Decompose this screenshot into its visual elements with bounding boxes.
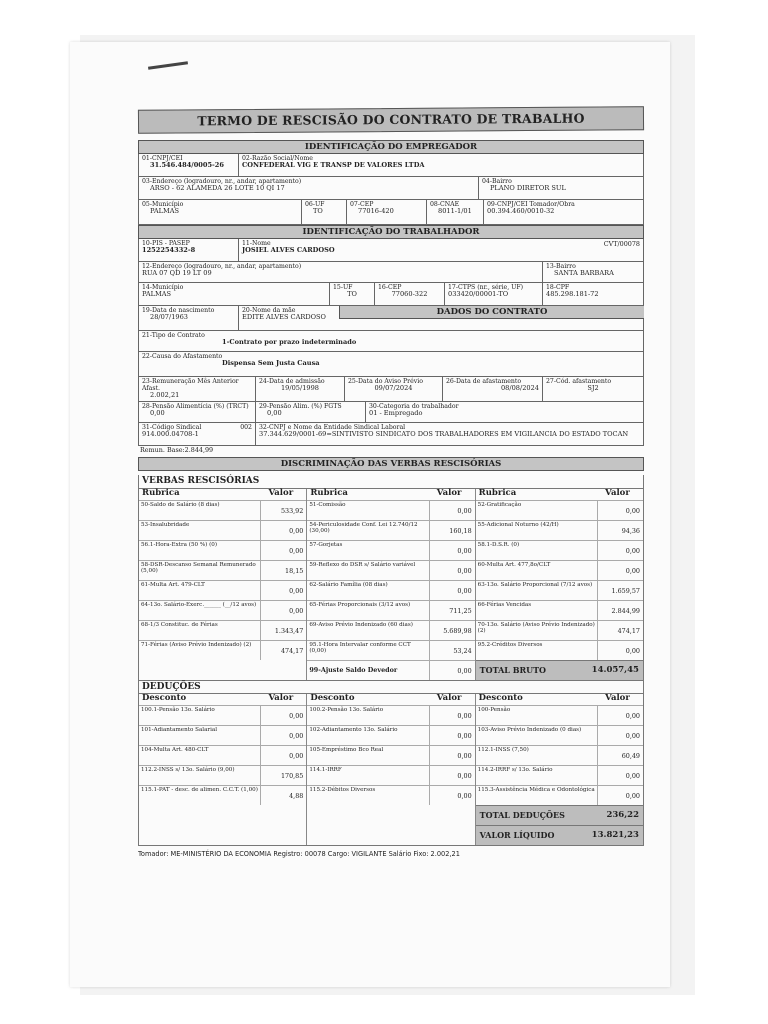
section-trabalhador: IDENTIFICAÇÃO DO TRABALHADOR [138,225,644,239]
rubrica-label: 70-13o. Salário (Aviso Prévio Indenizado) (2) [476,621,598,640]
endereco-emp-value: ARSO - 62 ALAMEDA 26 LOTE 10 QI 17 [150,184,285,193]
pensao-fgts-value: 0,00 [267,409,282,418]
section-verbas: DISCRIMINAÇÃO DAS VERBAS RESCISÓRIAS [138,457,644,471]
rubrica-value: 533,92 [280,506,304,515]
bairro-emp-value: PLANO DIRETOR SUL [490,184,566,193]
total-deducoes-value: 236,22 [606,810,639,821]
verbas-table [138,475,644,846]
rubrica-label: 71-Férias (Aviso Prévio Indenizado) (2) [139,641,261,660]
aviso-label: 25-Data do Aviso Prévio [348,378,423,385]
col-desconto-header: Desconto [142,693,187,704]
verbas-col-1 [139,489,307,680]
rubrica-row [476,640,643,660]
pensao-value: 0,00 [150,409,165,418]
rubrica-value: 0,00 [289,526,304,535]
remun-value: 2.002,21 [150,391,180,400]
rubrica-label: 55-Adicional Noturno (42/H) [476,521,598,540]
rubrica-label: 65-Férias Proporcionais (3/12 avos) [307,601,429,620]
rubrica-label: 115.2-Débitos Diversos [307,786,429,805]
bairro-trab-value: SANTA BARBARA [554,269,614,278]
cod-label: 27-Cód. afastamento [546,378,612,385]
rubrica-row [476,520,643,540]
rubrica-row [307,580,474,600]
rubrica-label: 58-DSR-Descanso Semanal Remunerado (5,00) [139,561,261,580]
rubrica-row [139,745,306,765]
rubrica-label: 115.3-Assistência Médica e Odontológica [476,786,598,805]
remun-base: Remun. Base:2.844,99 [140,446,214,454]
rubrica-label: 62-Salário Família (08 dias) [307,581,429,600]
rubrica-row [476,765,643,785]
municipio-emp-value: PALMAS [150,207,180,216]
rubrica-label: 61-Multa Art. 479-CLT [139,581,261,600]
rubrica-label: 60-Multa Art. 477,8o/CLT [476,561,598,580]
rubrica-row [476,600,643,620]
uf-emp-label: 06-UF [305,201,325,208]
document-title: TERMO DE RESCISÃO DO CONTRATO DE TRABALHO [138,106,644,134]
rubrica-row [139,600,306,620]
rubrica-value: 60,49 [621,752,640,761]
rubrica-value: 0,00 [289,732,304,741]
cnae-value: 8011-1/01 [438,207,472,216]
categoria-value: 01 - Empregado [369,409,423,418]
rubrica-value: 0,00 [457,752,472,761]
rubrica-label: 50-Saldo de Salário (8 dias) [139,501,261,520]
rubrica-label: 100.1-Pensão 13o. Salário [139,706,261,725]
rubrica-label: 102-Adiantamento 13o. Salário [307,726,429,745]
rubrica-row [476,560,643,580]
valor-liquido-label: VALOR LÍQUIDO [479,830,555,841]
pensao-label: 28-Pensão Alimentícia (%) (TRCT) [142,403,249,410]
rubrica-value: 0,00 [625,506,640,515]
rubrica-value: 4,88 [289,792,304,801]
nasc-value: 28/07/1963 [150,313,189,322]
endereco-trab-label: 12-Endereço (logradouro, nr., andar, apartamento) [142,263,302,270]
rubrica-row [307,660,474,680]
uf-emp-value: TO [313,207,323,216]
rubrica-label: 112.2-INSS s/ 13o. Salário (9,00) [139,766,261,785]
rubrica-value: 0,00 [457,732,472,741]
mae-value: EDITE ALVES CARDOSO [242,313,326,322]
cep-emp-label: 07-CEP [350,201,374,208]
municipio-trab-value: PALMAS [142,290,172,299]
total-bruto-value: 14.057,45 [591,664,639,675]
uf-trab-label: 15-UF [333,284,353,291]
rubrica-row [307,705,474,725]
rubrica-row [307,640,474,660]
remun-label: 23-Remuneração Mês Anterior Afast. [142,378,239,393]
rubrica-label: 64-13o. Salário-Exerc.______ (__/12 avos) [139,601,261,620]
endereco-emp-label: 03-Endereço (logradouro, nr., andar, apartamento) [142,178,302,185]
rubrica-value: 18,15 [285,566,304,575]
rubrica-value: 0,00 [625,646,640,655]
rubrica-label: 95.1-Hora Intervalar conforme CCT (0,00) [307,641,429,660]
valor-liquido-value: 13.821,23 [591,830,639,841]
trct-form [138,108,644,859]
cpf-value: 485.298.181-72 [546,290,599,299]
rubrica-row [139,540,306,560]
cnpj-value: 31.546.484/0005-26 [150,161,224,170]
col-valor-header: Valor [605,487,630,498]
sindical-label: 31-Código Sindical 002 [142,424,252,431]
total-deducoes-label: TOTAL DEDUÇÕES [479,810,565,821]
rubrica-row [139,705,306,725]
pis-value: 1252254332-8 [142,246,196,255]
rubrica-row [307,725,474,745]
rubrica-value: 0,00 [625,566,640,575]
rubrica-label: 103-Aviso Prévio Indenizado (0 dias) [476,726,598,745]
rubrica-label: 56.1-Hora-Extra (50 %) (0) [139,541,261,560]
rubrica-value: 53,24 [453,646,472,655]
causa-label: 22-Causa do Afastamento [142,353,223,360]
rubrica-label: 59-Reflexo do DSR s/ Salário variável [307,561,429,580]
entidade-value: 37.344.629/0001-69=SINTIVISTO SINDICATO DOS TRABALHADORES EM VIGILANCIA DO ESTADO TOCAN [259,431,629,439]
rubrica-value: 0,00 [289,752,304,761]
mae-label: 20-Nome da mãe [242,307,296,314]
rubrica-row [476,745,643,765]
rubrica-label: 69-Aviso Prévio Indenizado (60 dias) [307,621,429,640]
col-valor-header: Valor [268,693,294,704]
categoria-label: 30-Categoria do trabalhador [369,403,459,410]
rubrica-label: 68-1/3 Constituc. de Férias [139,621,261,640]
rubrica-label: 114.1-IRRF [307,766,429,785]
rubrica-row [139,640,306,660]
rubrica-label: 66-Férias Vencidas [476,601,598,620]
municipio-emp-label: 05-Município [142,201,184,208]
rubrica-row [476,725,643,745]
rubrica-row [476,620,643,640]
verbas-col-3 [476,489,643,680]
rubrica-value: 0,00 [289,606,304,615]
section-empregador: IDENTIFICAÇÃO DO EMPREGADOR [138,140,644,154]
verbas-col-2 [307,489,475,680]
rubrica-row [139,560,306,580]
rubrica-row [139,725,306,745]
entidade-label: 32-CNPJ e Nome da Entidade Sindical Laboral [259,424,406,431]
rubrica-row [307,600,474,620]
razao-value: CONFEDERAL VIG E TRANSP DE VALORES LTDA [242,161,425,170]
rubrica-row [307,620,474,640]
pensao-fgts-label: 29-Pensão Alim. (%) FGTS [259,403,342,410]
rubrica-value: 0,00 [457,666,472,675]
rubrica-row [139,785,306,805]
col-valor-header: Valor [436,693,462,704]
rubrica-row [307,785,474,805]
total-bruto-label: TOTAL BRUTO [479,664,547,675]
rubrica-label: 57-Gorjetas [307,541,429,560]
rubrica-value: 0,00 [457,772,472,781]
rubrica-value: 0,00 [457,792,472,801]
col-desconto-header: Desconto [310,693,355,704]
total-bruto-row [476,660,643,680]
sindical-num: 002 [240,424,252,431]
rubrica-row [307,765,474,785]
rubrica-value: 0,00 [625,732,640,741]
rubrica-row [307,500,474,520]
rubrica-label: 115.1-PAT - desc. de alimen. C.C.T. (1,00) [139,786,261,805]
rubrica-value: 0,00 [625,792,640,801]
rubrica-row [307,745,474,765]
rubrica-row [476,785,643,805]
rubrica-row [307,560,474,580]
cvt-value: CVT/00078 [603,240,640,248]
total-deducoes-row [476,805,643,825]
bairro-emp-label: 04-Bairro [482,178,512,185]
rubrica-value: 0,00 [625,712,640,721]
rubrica-label: 114.2-IRRF s/ 13o. Salário [476,766,598,785]
deducoes-col-2 [307,694,475,845]
rubrica-value: 0,00 [289,586,304,595]
rubrica-label: 99-Ajuste Saldo Devedor [307,661,429,680]
rubrica-value: 5.689,98 [443,626,472,635]
verbas-subheader: VERBAS RESCISÓRIAS [139,475,643,488]
col-rubrica-header: Rubrica [142,487,180,498]
rubrica-value: 0,00 [457,506,472,515]
rubrica-value: 0,00 [457,566,472,575]
rubrica-value: 0,00 [625,772,640,781]
footer-tomador: Tomador: ME-MINISTÉRIO DA ECONOMIA Registro: 00078 Cargo: VIGILANTE Salário Fixo: 2.002,21 [138,850,460,859]
rubrica-value: 0,00 [625,546,640,555]
pis-label: 10-PIS - PASEP [142,240,190,247]
ctps-label: 17-CTPS (nr., série, UF) [448,284,524,291]
col-rubrica-header: Rubrica [310,487,348,498]
rubrica-label: 54-Periculosidade Conf. Lei 12.740/12 (30,00) [307,521,429,540]
sindical-value: 914.000.04708-1 [142,430,199,439]
rubrica-value: 2.844,99 [611,606,640,615]
rubrica-label: 95.2-Créditos Diversos [476,641,598,660]
tomador-label: 09-CNPJ/CEI Tomador/Obra [487,201,575,208]
afast-value: 08/08/2024 [500,384,539,393]
rubrica-row [476,705,643,725]
rubrica-label: 51-Comissão [307,501,429,520]
rubrica-label: 58.1-D.S.R. (0) [476,541,598,560]
cep-emp-value: 77016-420 [358,207,394,216]
rubrica-label: 63-13o. Salário Proporcional (7/12 avos) [476,581,598,600]
cnae-label: 08-CNAE [430,201,460,208]
nasc-label: 19-Data de nascimento [142,307,215,314]
rubrica-row [139,520,306,540]
col-valor-header: Valor [436,487,462,498]
col-valor-header: Valor [605,693,630,704]
admissao-value: 19/05/1998 [280,384,319,393]
rubrica-value: 0,00 [457,712,472,721]
deducoes-header: DEDUÇÕES [139,680,643,694]
deducoes-col-3 [476,694,643,845]
rubrica-row [139,580,306,600]
rubrica-value: 474,17 [617,626,640,635]
afast-label: 26-Data de afastamento [446,378,522,385]
rubrica-row [139,765,306,785]
ctps-value: 033420/00001-TO [448,290,509,299]
section-contrato: DADOS DO CONTRATO [339,306,644,319]
rubrica-row [139,620,306,640]
rubrica-value: 170,85 [280,772,304,781]
rubrica-label: 52-Gratificação [476,501,598,520]
rubrica-label: 112.1-INSS (7,50) [476,746,598,765]
rubrica-value: 474,17 [280,646,304,655]
rubrica-row [307,520,474,540]
cnpj-label: 01-CNPJ/CEI [142,155,183,162]
cpf-label: 18-CPF [546,284,570,291]
rubrica-value: 160,18 [449,526,472,535]
rubrica-label: 104-Multa Art. 480-CLT [139,746,261,765]
rubrica-row [476,500,643,520]
rubrica-row [307,540,474,560]
rubrica-label: 100.2-Pensão 13o. Salário [307,706,429,725]
bairro-trab-label: 13-Bairro [546,263,576,270]
rubrica-value: 711,25 [449,606,472,615]
nome-value: JOSIEL ALVES CARDOSO [242,246,335,255]
cep-trab-label: 16-CEP [378,284,402,291]
rubrica-value: 1.659,57 [611,586,640,595]
rubrica-row [476,540,643,560]
col-desconto-header: Desconto [478,693,523,704]
rubrica-row [476,580,643,600]
rubrica-value: 94,36 [621,526,640,535]
cep-trab-value: 77060-322 [391,290,428,299]
col-valor-header: Valor [268,487,294,498]
admissao-label: 24-Data de admissão [259,378,325,385]
rubrica-value: 1.343,47 [274,626,304,635]
uf-trab-value: TO [347,290,357,299]
valor-liquido-row [476,825,643,845]
tipo-label: 21-Tipo de Contrato [142,332,205,339]
deducoes-col-1 [139,694,307,845]
rubrica-label: 101-Adiantamento Salarial [139,726,261,745]
causa-value: Dispensa Sem Justa Causa [222,359,320,368]
tipo-value: 1-Contrato por prazo indeterminado [222,338,357,347]
rubrica-value: 0,00 [289,546,304,555]
endereco-trab-value: RUA 07 QD 19 LT 09 [142,269,212,278]
rubrica-label: 105-Empréstimo Bco Real [307,746,429,765]
aviso-value: 09/07/2024 [374,384,413,393]
rubrica-row [139,500,306,520]
rubrica-value: 0,00 [457,546,472,555]
razao-label: 02-Razão Social/Nome [242,155,313,162]
rubrica-label: 100-Pensão [476,706,598,725]
cod-value: SJ2 [587,384,599,393]
col-rubrica-header: Rubrica [478,487,517,498]
municipio-trab-label: 14-Município [142,284,184,291]
tomador-value: 00.394.460/0010-32 [487,207,555,216]
rubrica-value: 0,00 [457,586,472,595]
nome-label: 11-Nome [242,240,271,247]
rubrica-label: 53-Insalubridade [139,521,261,540]
rubrica-value: 0,00 [289,712,304,721]
